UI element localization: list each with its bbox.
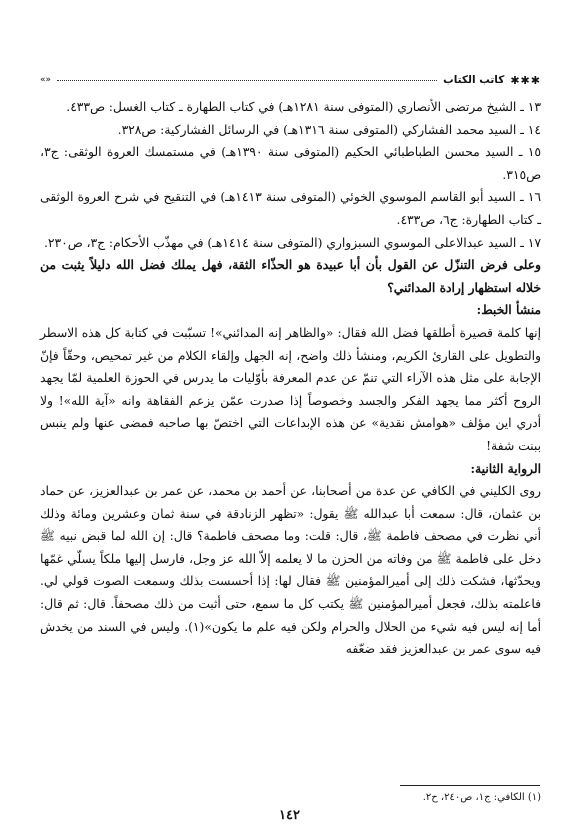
footnote: (١) الكافي: ج١، ص٢٤٠، ح٢. xyxy=(422,792,541,803)
body-paragraph: إنها كلمة قصيرة أطلقها فضل الله فقال: «والظاهر إنه المدائني»! تسبّبت في كتابة كل هذه الاسطر والتطويل على القارئ الكريم، ومنشأ ذلك واضح، إنه الجهل وإلقاء الكلام من غير تمحيص، وحقّاً فإنّ الإجابة على مثل هذه الآراء التي تنمّ عن عدم المعرفة بأوّليات ما يدرس في الحوزة العلمية لمّا يجهد الروح أكثر مما يجهد الفكر والجسد وخصوصاً إذا صدرت عمّن يزعم الفقاهة وانه «آية الله»! ولا أدري اين مؤلف «هوامش نقدية» عن هذه الإبداعات التي اختصّ بها صاحبه فمضى عنها ولم ينبس ببنت شفة! xyxy=(40,325,541,453)
list-item-17: ١٧ ـ السيد عبدالاعلى الموسوي السبزواري (المتوفى سنة ١٤١٤هـ) في مهذّب الأحكام: ج٣، ص٢٣٠. xyxy=(43,235,541,250)
list-item-15: ١٥ ـ السيد محسن الطباطبائي الحكيم (المتوفى سنة ١٣٩٠هـ) في مستمسك العروة الوثقى: ج٣، ص٣١٥. xyxy=(40,145,541,182)
running-header-title: كاتب الكتاب xyxy=(443,74,505,86)
narration-paragraph: روى الكليني في الكافي عن عدة من أصحابنا، عن أحمد بن محمد، عن عمر بن عبدالعزيز، عن حماد بن عثمان، قال: سمعت أبا عبدالله ﷺ يقول: «تظهر الزنادقة في سنة ثمان وعشرين ومائة وذلك أني نظرت في مصحف فاطمة ﷺ، قال: قلت: وما مصحف فاطمة؟ قال: إن الله لما قبض نبيه ﷺ دخل على فاطمة ﷺ من وفاته من الحزن ما لا يعلمه إلاّ الله عز وجل، فارسل إليها ملكاً يسلّي غمّها ويحدّثها، فشكت ذلك إلى أميرالمؤمنين ﷺ فقال لها: إذا أحسست بذلك وسمعت الصوت قولي لي. فاعلمته بذلك، فجعل أميرالمؤمنين ﷺ يكتب كل ما سمع، حتى أثبت من ذلك مصحفاً. قال: ثم قال: أما إنه ليس فيه شيء من الحلال والحرام ولكن فيه علم ما يكون»(١). وليس في السند من يخدش فيه سوى عمر بن عبدالعزيز فقد ضعّفه xyxy=(40,484,541,657)
section-heading-origin: منشأ الخبط: xyxy=(476,302,541,318)
list-item-16: ١٦ ـ السيد أبو القاسم الموسوي الخوئي (المتوفى سنة ١٤١٣هـ) في التنقيح في شرح العروة الوثقى ـ كتاب الطهارة: ج٦، ص٤٣٣. xyxy=(40,190,541,227)
section-heading-second-narration: الرواية الثانية: xyxy=(470,460,541,476)
running-header xyxy=(40,72,541,88)
list-item-13: ١٣ ـ الشيخ مرتضى الأنصاري (المتوفى سنة ١٢٨١هـ) في كتاب الطهارة ـ كتاب الغسل: ص٤٣٣. xyxy=(66,100,541,114)
page-body xyxy=(40,96,541,661)
list-item-14: ١٤ ـ السيد محمد الفشاركي (المتوفى سنة ١٣١٦هـ) في الرسائل الفشاركية: ص٣٢٨. xyxy=(117,122,541,137)
footnote-divider xyxy=(400,785,540,786)
header-end-mark: «» xyxy=(40,75,52,85)
header-dotted-rule xyxy=(57,80,437,81)
header-stars: ✱✱✱ xyxy=(510,73,541,87)
page-number: ١٤٢ xyxy=(279,808,300,823)
question-paragraph: وعلى فرض التنزّل عن القول بأن أبا عبيدة هو الحذّاء الثقة، فهل يملك فضل الله دليلاً يثبت من خلاله استظهار إرادة المدائني؟ xyxy=(40,257,541,295)
